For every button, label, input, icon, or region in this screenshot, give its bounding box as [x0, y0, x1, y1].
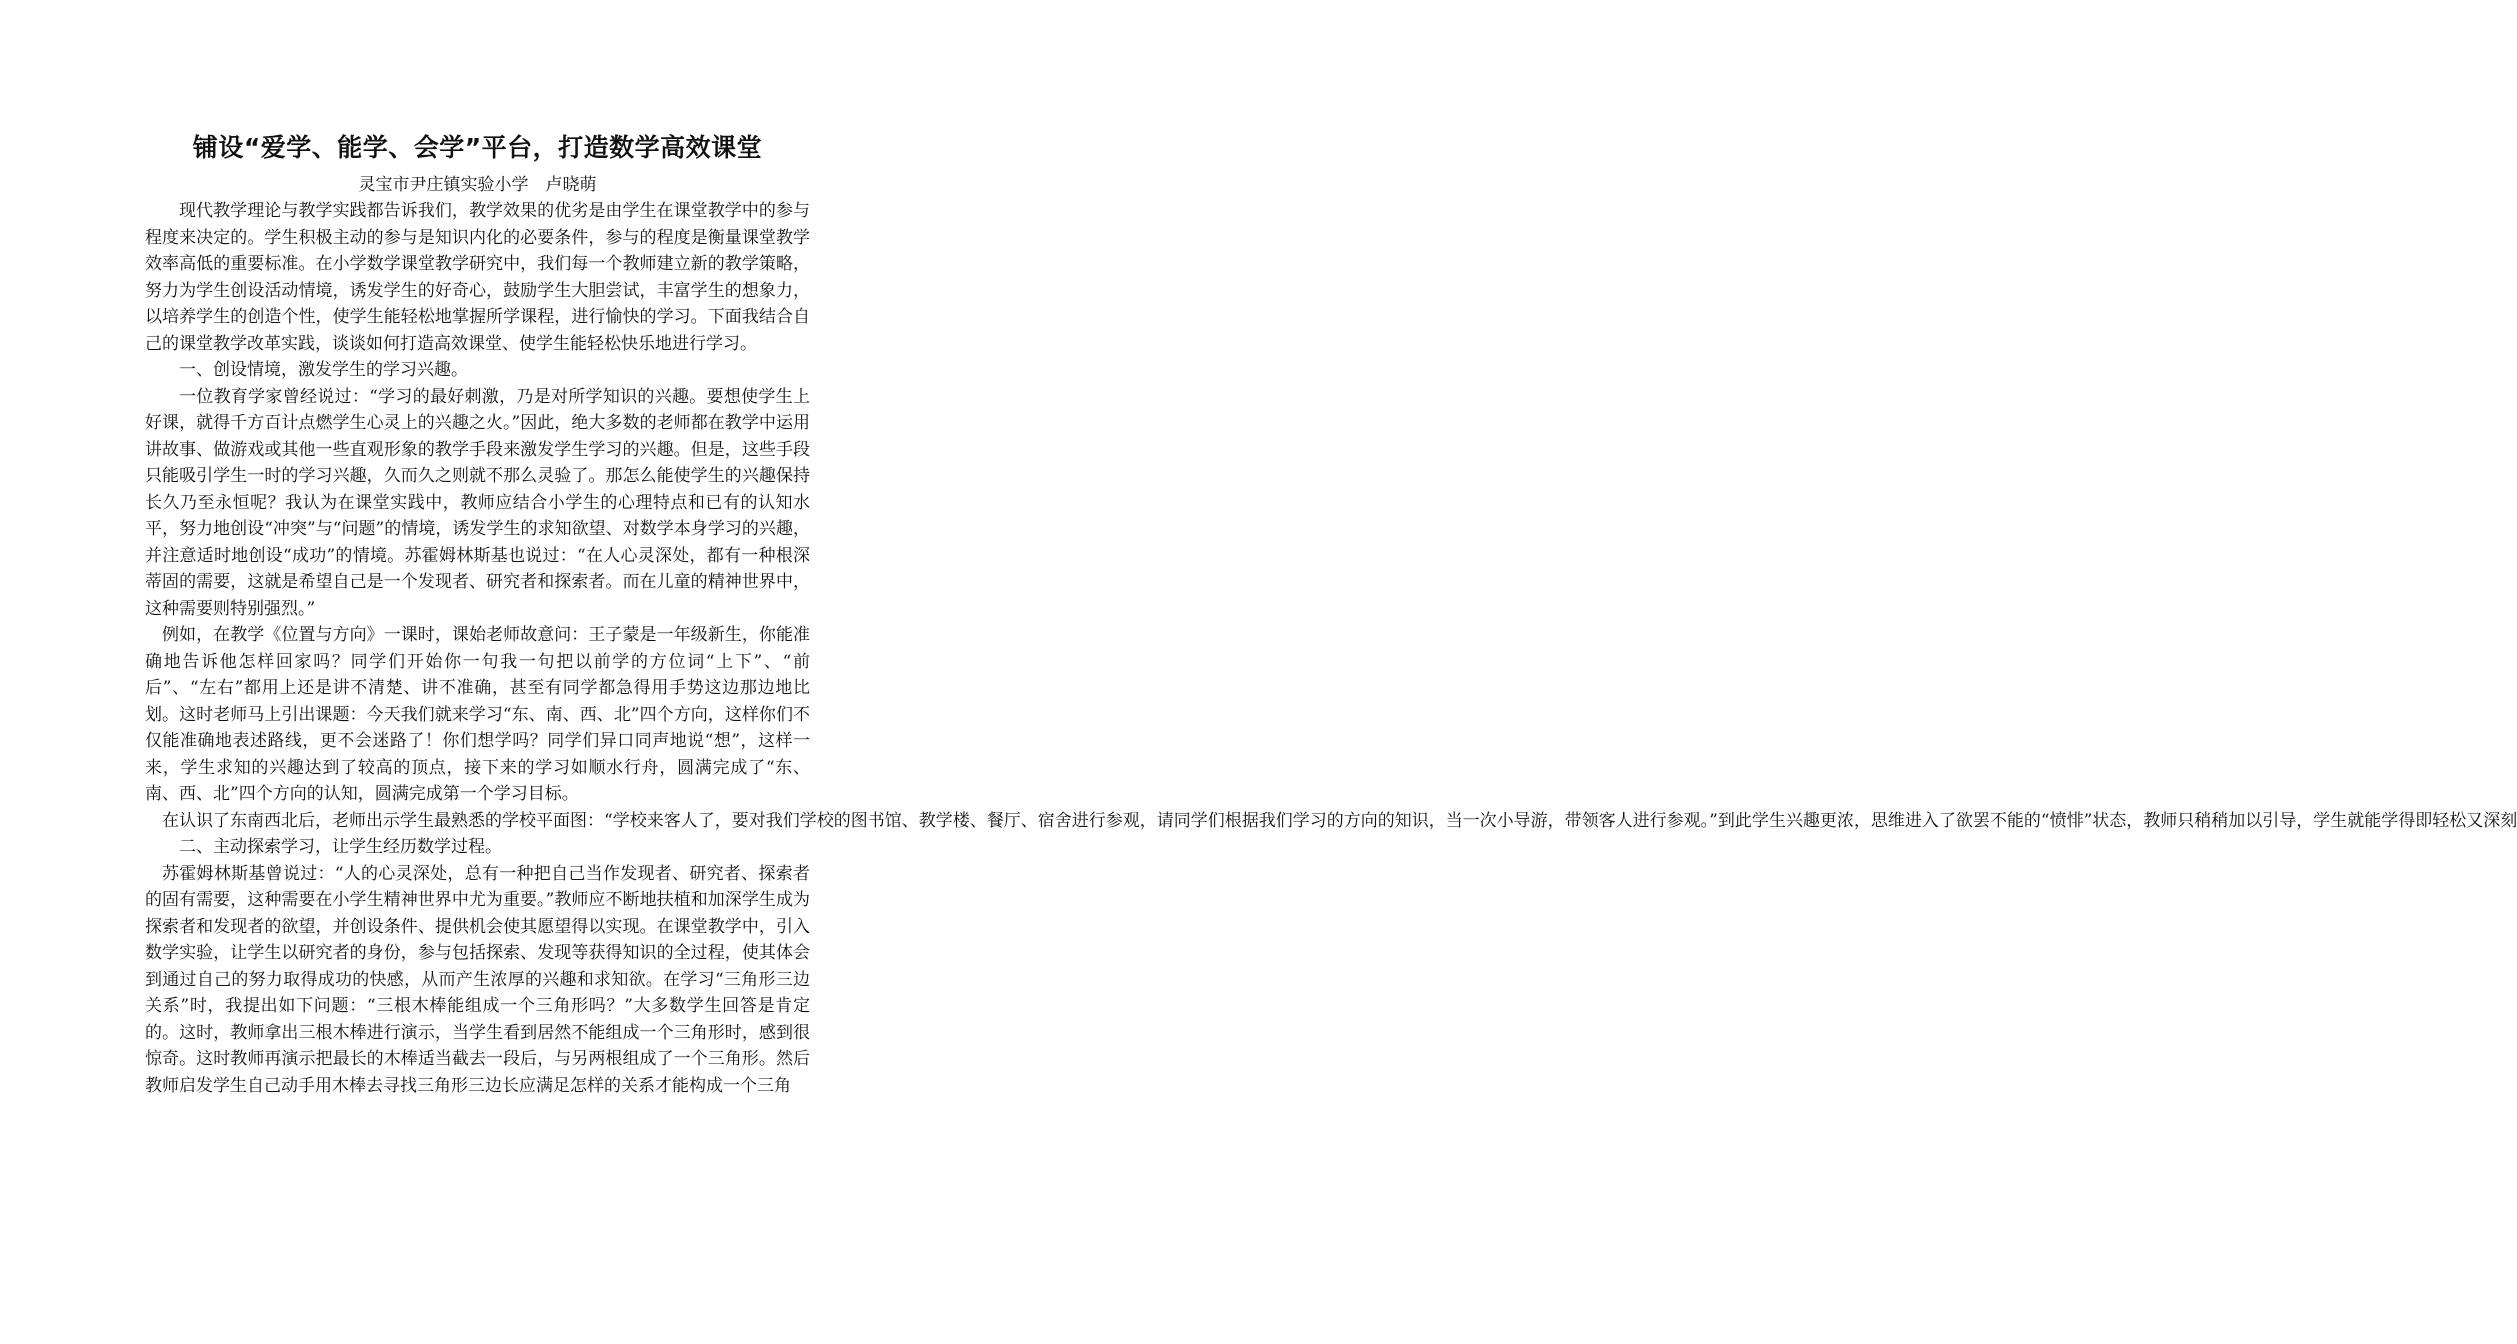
paragraph-school-map: 在认识了东南西北后，老师出示学生最熟悉的学校平面图：“学校来客人了，要对我们学校的图书馆、教学楼、餐厅、宿舍进行参观，请同学们根据我们学习的方向的知识，当一次小导游，带领客人进行参观。”到此学生兴趣更浓，思维进入了欲罢不能的“愤悱”状态，教师只稍稍加以引导，学生就能学得即轻松又深刻 [162, 810, 2517, 831]
author-byline: 灵宝市尹庄镇实验小学 卢晓萌 [358, 175, 597, 195]
paragraph-example-direction: 例如，在教学《位置与方向》一课时，课始老师故意问：王子蒙是一年级新生，你能准确地告诉他怎样回家吗？同学们开始你一句我一句把以前学的方位词“上下”、“前后”、“左右”都用上还是讲不清楚、讲不准确，甚至有同学都急得用手势这边那边地比划。这时老师马上引出课题：今天我们就来学习“东、南、西、北”四个方向，这样你们不仅能准确地表述路线，更不会迷路了！你们想学吗？同学们异口同声地说“想”，这样一来，学生求知的兴趣达到了较高的顶点，接下来的学习如顺水行舟，圆满完成了“东、南、西、北”四个方向的认知，圆满完成第一个学习目标。 [145, 625, 810, 804]
section-heading-2: 二、主动探索学习，让学生经历数学过程。 [179, 837, 502, 857]
section-heading-1: 一、创设情境，激发学生的学习兴趣。 [179, 360, 468, 380]
paragraph-exploration: 苏霍姆林斯基曾说过：“人的心灵深处，总有一种把自己当作发现者、研究者、探索者的固有需要，这种需要在小学生精神世界中尤为重要。”教师应不断地扶植和加深学生成为探索者和发现者的欲望，并创设条件、提供机会使其愿望得以实现。在课堂教学中，引入数学实验，让学生以研究者的身份，参与包括探索、发现等获得知识的全过程，使其体会到通过自己的努力取得成功的快感，从而产生浓厚的兴趣和求知欲。在学习“三角形三边关系”时，我提出如下问题：“三根木棒能组成一个三角形吗？”大多数学生回答是肯定的。这时，教师拿出三根木棒进行演示，当学生看到居然不能组成一个三角形时，感到很惊奇。这时教师再演示把最长的木棒适当截去一段后，与另两根组成了一个三角形。然后教师启发学生自己动手用木棒去寻找三角形三边长应满足怎样的关系才能构成一个三角 [145, 863, 810, 1096]
document-title: 铺设“爱学、能学、会学”平台，打造数学高效课堂 [192, 133, 763, 162]
paragraph-intro: 现代教学理论与教学实践都告诉我们，教学效果的优劣是由学生在课堂教学中的参与程度来决定的。学生积极主动的参与是知识内化的必要条件，参与的程度是衡量课堂教学效率高低的重要标准。在小学数学课堂教学研究中，我们每一个教师建立新的教学策略，努力为学生创设活动情境，诱发学生的好奇心，鼓励学生大胆尝试，丰富学生的想象力，以培养学生的创造个性，使学生能轻松地掌握所学课程，进行愉快的学习。下面我结合自己的课堂教学改革实践，谈谈如何打造高效课堂、使学生能轻松快乐地进行学习。 [145, 201, 810, 354]
paragraph-interest-quote: 一位教育学家曾经说过：“学习的最好刺激，乃是对所学知识的兴趣。要想使学生上好课，就得千方百计点燃学生心灵上的兴趣之火。”因此，绝大多数的老师都在教学中运用讲故事、做游戏或其他一些直观形象的教学手段来激发学生学习的兴趣。但是，这些手段只能吸引学生一时的学习兴趣，久而久之则就不那么灵验了。那怎么能使学生的兴趣保持长久乃至永恒呢？我认为在课堂实践中，教师应结合小学生的心理特点和已有的认知水平，努力地创设“冲突”与“问题”的情境，诱发学生的求知欲望、对数学本身学习的兴趣，并注意适时地创设“成功”的情境。苏霍姆林斯基也说过：“在人心灵深处，都有一种根深蒂固的需要，这就是希望自己是一个发现者、研究者和探索者。而在儿童的精神世界中，这种需要则特别强烈。” [145, 386, 810, 619]
document-page [145, 128, 2517, 1099]
